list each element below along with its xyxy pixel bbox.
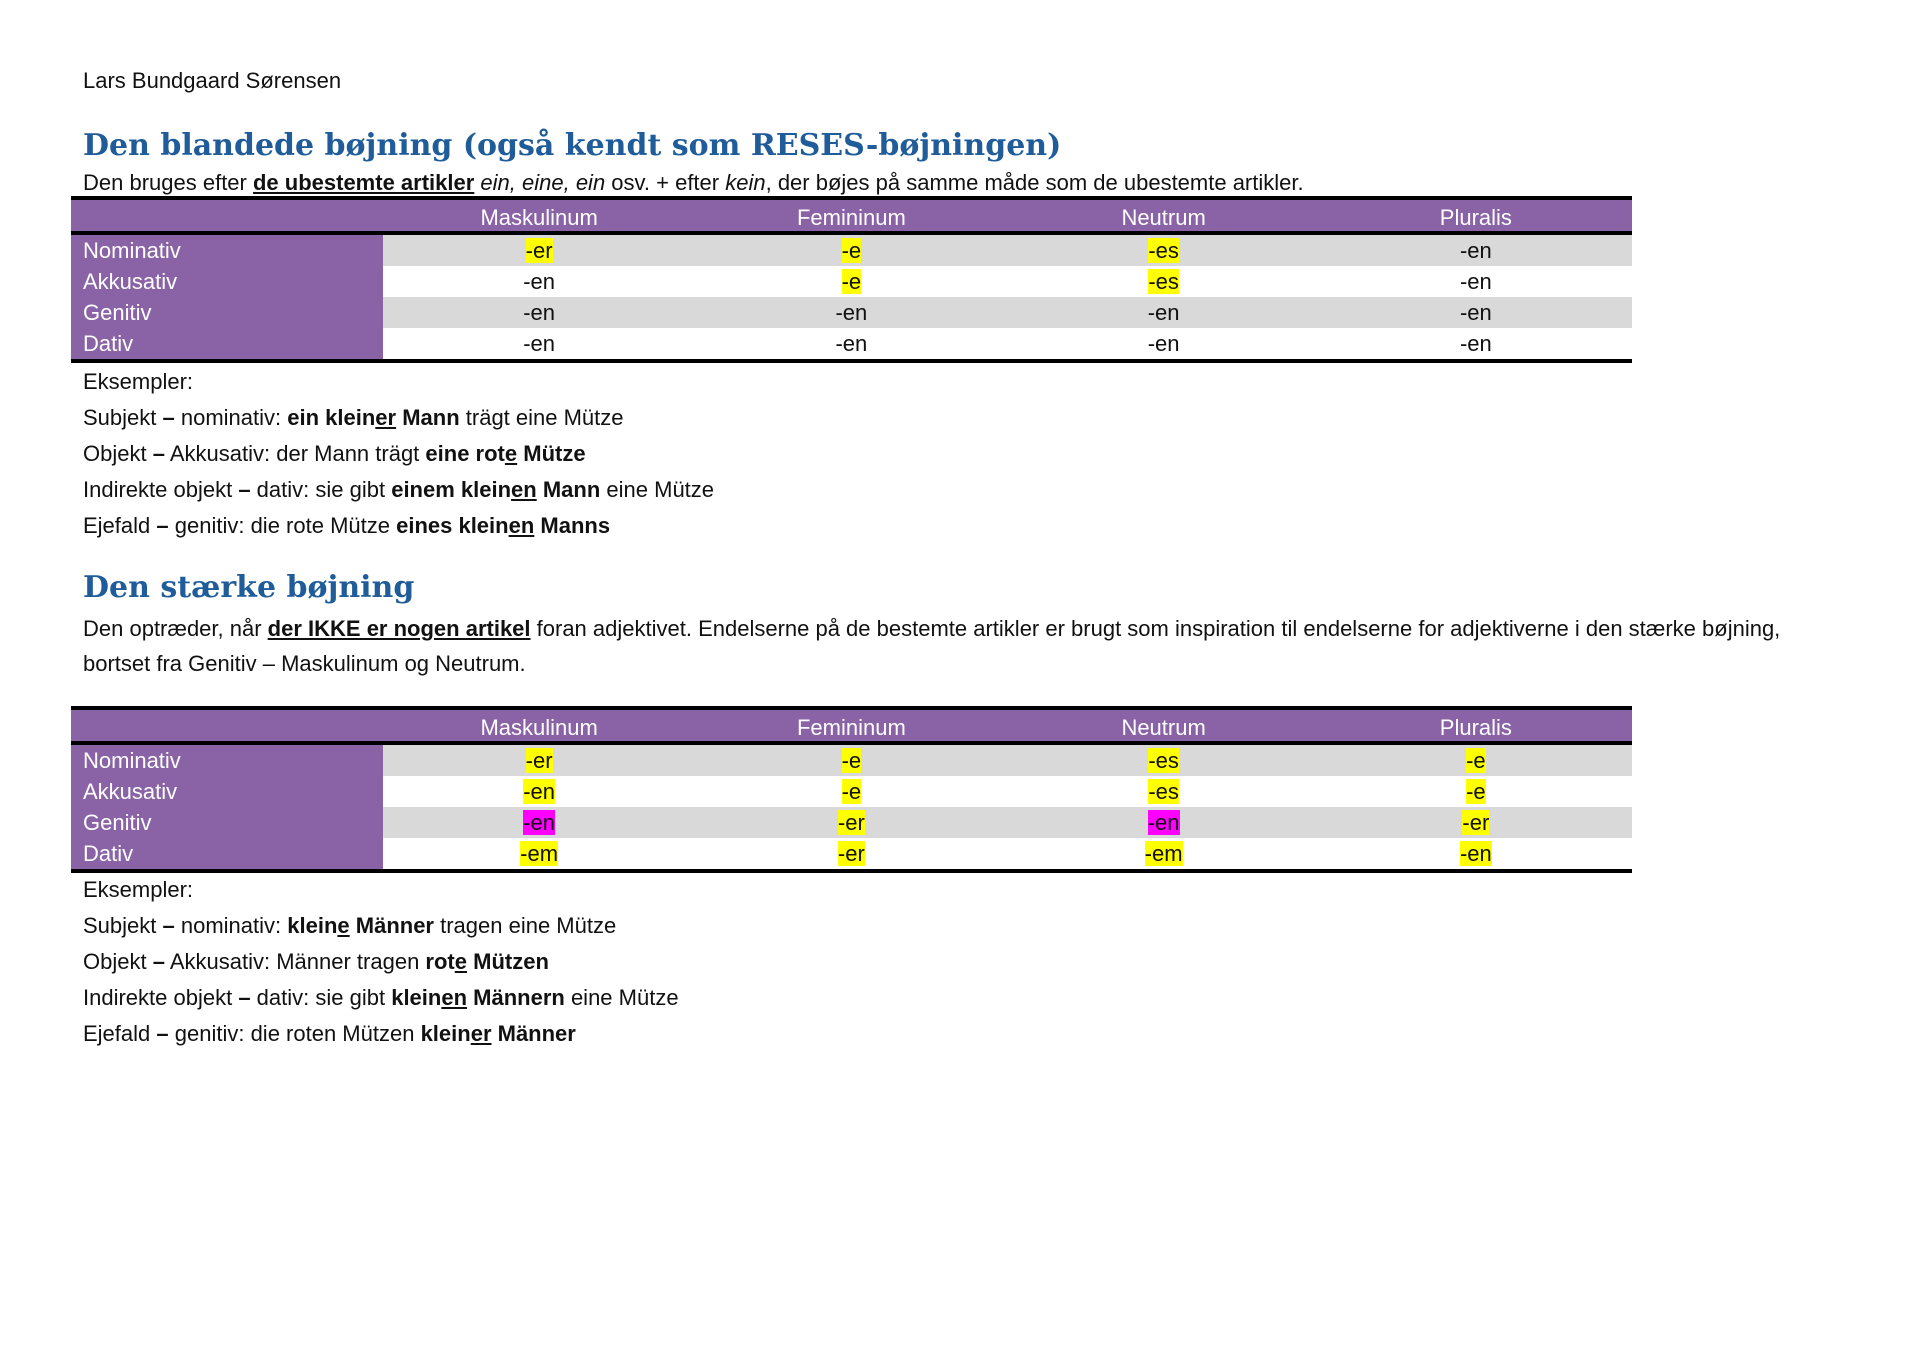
- example-segment: e: [504, 441, 518, 466]
- table-cell: [695, 297, 1007, 328]
- table-cell: [695, 745, 1007, 776]
- table-cell: [1008, 328, 1320, 359]
- mixed-intro-text-4: , der bøjes på samme måde som de ubestemte artikler.: [765, 170, 1304, 195]
- row-label: Nominativ: [71, 745, 383, 776]
- strong-heading: Den stærke bøjning: [83, 570, 415, 605]
- ending-value: -en: [1459, 238, 1492, 263]
- row-label: Genitiv: [71, 807, 383, 838]
- example-segment: genitiv: die rote Mütze: [168, 513, 397, 538]
- column-header: Neutrum: [1121, 715, 1206, 740]
- ending-value: -en: [1147, 300, 1180, 325]
- example-segment: en: [441, 985, 468, 1010]
- strong-intro-text-2: foran adjektivet. Endelserne på de bestemte artikler er brugt som inspiration til endelserne for adjektiverne i den stærke bøjning, bortset fra Genitiv – Maskulinum og Neutrum.: [83, 616, 1781, 676]
- ending-value: -er: [837, 810, 865, 835]
- table-cell: [383, 838, 695, 869]
- column-header: Femininum: [796, 715, 906, 740]
- example-segment: klein: [391, 985, 442, 1010]
- ending-value: -er: [837, 841, 865, 866]
- ending-value: -en: [835, 300, 868, 325]
- example-segment: er: [375, 405, 397, 430]
- example-segment: ein klein: [287, 405, 376, 430]
- table-cell: [1008, 745, 1320, 776]
- example-segment: Ejefald: [83, 1021, 157, 1046]
- column-header: Femininum: [796, 205, 906, 230]
- example-segment: eine Mütze: [564, 985, 679, 1010]
- table-cell: [1320, 838, 1632, 869]
- ending-value: -e: [841, 779, 862, 804]
- table-cell: [383, 328, 695, 359]
- header-corner: [71, 200, 383, 231]
- example-segment: Mütze: [517, 441, 586, 466]
- ending-value: -es: [1148, 238, 1179, 263]
- example-segment: dativ: sie gibt: [250, 985, 392, 1010]
- column-header: Maskulinum: [480, 715, 598, 740]
- mixed-intro-italic-1: ein, eine, ein: [480, 170, 606, 195]
- column-header: Neutrum: [1121, 205, 1206, 230]
- example-segment: dativ: sie gibt: [250, 477, 392, 502]
- table-cell: [1008, 838, 1320, 869]
- table-cell: [1008, 807, 1320, 838]
- ending-value: -en: [1459, 841, 1492, 866]
- example-segment: Mann: [536, 477, 601, 502]
- table-cell: [695, 266, 1007, 297]
- ending-value: -en: [523, 810, 556, 835]
- strong-examples-title: Eksempler:: [83, 877, 194, 902]
- mixed-intro-italic-2: kein: [725, 170, 766, 195]
- example-sentence: [83, 985, 679, 1011]
- example-segment: Mann: [396, 405, 460, 430]
- example-segment: eine Mütze: [600, 477, 715, 502]
- mixed-intro: [83, 165, 1803, 200]
- mixed-intro-bold: de ubestemte artikler: [252, 170, 475, 195]
- ending-value: -en: [523, 779, 556, 804]
- table-row: [71, 807, 1632, 838]
- table-cell: [695, 235, 1007, 266]
- example-segment: e: [454, 949, 467, 974]
- example-segment: e: [337, 913, 350, 938]
- table-cell: [1320, 328, 1632, 359]
- table-cell: [695, 807, 1007, 838]
- table-cell: [695, 328, 1007, 359]
- table-cell: [383, 297, 695, 328]
- example-segment: Männer: [349, 913, 434, 938]
- table-row: [71, 235, 1632, 266]
- example-segment: Ejefald: [83, 513, 157, 538]
- ending-value: -en: [523, 300, 556, 325]
- ending-value: -es: [1148, 269, 1179, 294]
- example-segment: Akkusativ: der Mann trägt: [164, 441, 426, 466]
- example-segment: Subjekt: [83, 913, 163, 938]
- example-sentence: [83, 477, 714, 503]
- column-header: Pluralis: [1439, 715, 1512, 740]
- ending-value: -en: [523, 331, 556, 356]
- example-sentence: [83, 405, 624, 431]
- example-segment: Indirekte objekt: [83, 985, 239, 1010]
- row-label: Nominativ: [71, 235, 383, 266]
- example-segment: Männern: [467, 985, 565, 1010]
- example-segment: Männer: [491, 1021, 576, 1046]
- table-row: [71, 328, 1632, 359]
- ending-value: -e: [841, 269, 862, 294]
- example-segment: eines klein: [396, 513, 509, 538]
- example-segment: –: [162, 405, 175, 430]
- table-cell: [1008, 297, 1320, 328]
- ending-value: -en: [1147, 810, 1180, 835]
- example-segment: nominativ:: [174, 405, 288, 430]
- strong-intro: [83, 611, 1803, 681]
- ending-value: -er: [525, 748, 553, 773]
- example-segment: Akkusativ: Männer tragen: [164, 949, 426, 974]
- ending-value: -er: [1462, 810, 1490, 835]
- row-label: Akkusativ: [71, 266, 383, 297]
- table-cell: [1320, 297, 1632, 328]
- example-sentence: [83, 513, 610, 539]
- example-segment: klein: [420, 1021, 471, 1046]
- example-segment: er: [470, 1021, 492, 1046]
- example-segment: en: [508, 513, 535, 538]
- ending-value: -e: [1466, 748, 1486, 773]
- example-segment: en: [511, 477, 537, 502]
- table-cell: [1008, 266, 1320, 297]
- example-segment: Subjekt: [83, 405, 163, 430]
- table-cell: [383, 776, 695, 807]
- table-row: [71, 266, 1632, 297]
- example-segment: –: [156, 513, 169, 538]
- ending-value: -es: [1148, 748, 1179, 773]
- example-segment: genitiv: die roten Mützen: [168, 1021, 421, 1046]
- example-segment: Manns: [534, 513, 611, 538]
- ending-value: -es: [1148, 779, 1179, 804]
- example-segment: –: [152, 949, 165, 974]
- table-cell: [383, 235, 695, 266]
- author-name: Lars Bundgaard Sørensen: [83, 68, 342, 93]
- table-row: [71, 745, 1632, 776]
- table-cell: [695, 776, 1007, 807]
- table-row: [71, 297, 1632, 328]
- example-segment: eine rot: [425, 441, 505, 466]
- ending-value: -en: [1459, 269, 1492, 294]
- table-cell: [695, 838, 1007, 869]
- ending-value: -en: [523, 269, 556, 294]
- example-segment: nominativ:: [174, 913, 288, 938]
- row-label: Dativ: [71, 328, 383, 359]
- example-segment: Indirekte objekt: [83, 477, 239, 502]
- example-segment: Mützen: [467, 949, 549, 974]
- mixed-intro-text-1: Den bruges efter: [83, 170, 253, 195]
- table-row: [71, 838, 1632, 869]
- strong-intro-bold: der IKKE er nogen artikel: [267, 616, 531, 641]
- table-cell: [1320, 266, 1632, 297]
- ending-value: -em: [1144, 841, 1183, 866]
- table-header-row: [71, 200, 1632, 235]
- mixed-declension-table: [71, 196, 1632, 363]
- ending-value: -e: [841, 748, 862, 773]
- ending-value: -er: [525, 238, 553, 263]
- example-sentence: [83, 949, 549, 975]
- example-segment: –: [162, 913, 175, 938]
- strong-declension-table: [71, 706, 1632, 873]
- example-segment: –: [156, 1021, 169, 1046]
- ending-value: -em: [520, 841, 559, 866]
- table-cell: [1008, 776, 1320, 807]
- example-segment: Objekt: [83, 441, 153, 466]
- mixed-intro-text-3: osv. + efter: [605, 170, 726, 195]
- example-segment: –: [238, 477, 251, 502]
- table-cell: [383, 807, 695, 838]
- example-segment: Objekt: [83, 949, 153, 974]
- strong-intro-text-1: Den optræder, når: [83, 616, 268, 641]
- header-corner: [71, 710, 383, 741]
- table-cell: [1008, 235, 1320, 266]
- example-segment: tragen eine Mütze: [434, 913, 617, 938]
- ending-value: -e: [1466, 779, 1486, 804]
- table-cell: [1320, 807, 1632, 838]
- example-sentence: [83, 1021, 576, 1047]
- ending-value: -en: [1147, 331, 1180, 356]
- example-segment: rot: [425, 949, 455, 974]
- example-segment: –: [152, 441, 165, 466]
- column-header: Pluralis: [1439, 205, 1512, 230]
- ending-value: -en: [1459, 300, 1492, 325]
- table-cell: [383, 266, 695, 297]
- row-label: Akkusativ: [71, 776, 383, 807]
- table-header-row: [71, 710, 1632, 745]
- row-label: Dativ: [71, 838, 383, 869]
- ending-value: -en: [835, 331, 868, 356]
- table-cell: [383, 745, 695, 776]
- mixed-heading: Den blandede bøjning (også kendt som RESES-bøjningen): [83, 128, 1062, 163]
- example-segment: klein: [287, 913, 338, 938]
- ending-value: -e: [841, 238, 862, 263]
- example-sentence: [83, 441, 586, 467]
- ending-value: -en: [1459, 331, 1492, 356]
- table-cell: [1320, 776, 1632, 807]
- example-sentence: [83, 913, 616, 939]
- row-label: Genitiv: [71, 297, 383, 328]
- table-cell: [1320, 745, 1632, 776]
- example-segment: trägt eine Mütze: [459, 405, 624, 430]
- table-row: [71, 776, 1632, 807]
- table-cell: [1320, 235, 1632, 266]
- example-segment: einem klein: [391, 477, 512, 502]
- example-segment: –: [238, 985, 251, 1010]
- mixed-examples-title: Eksempler:: [83, 369, 194, 394]
- column-header: Maskulinum: [480, 205, 598, 230]
